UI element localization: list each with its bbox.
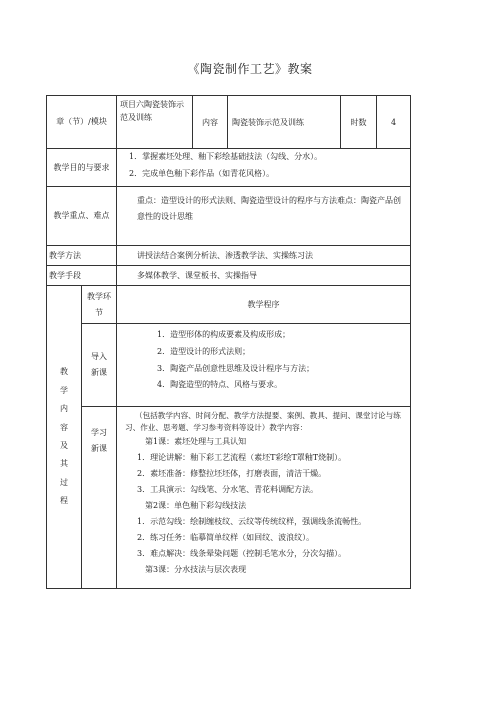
methods-text: 讲授法结合案例分析法、渗透教学法、实操练习法 bbox=[117, 246, 411, 266]
chapter-label: 章（节）/模块 bbox=[47, 96, 117, 149]
intro-item: 3．陶瓷产品创意性思维及设计程序与方法； bbox=[157, 363, 315, 373]
methods-label: 教学方法 bbox=[47, 246, 117, 266]
objective-item: 2．完成单色釉下彩作品（如青花风格）。 bbox=[129, 168, 275, 178]
lesson-heading: 第2课：单色釉下彩勾线技法 bbox=[145, 501, 247, 511]
study-label: 学习新课 bbox=[82, 407, 117, 589]
key-points-row bbox=[47, 187, 411, 246]
intro-row bbox=[47, 324, 411, 407]
study-row bbox=[47, 407, 411, 589]
document-title: 《陶瓷制作工艺》教案 bbox=[187, 62, 313, 76]
lesson-line: 3．工具演示：勾线笔、分水笔、青花料调配方法。 bbox=[137, 485, 319, 495]
stage-header: 教学环节 bbox=[82, 286, 117, 324]
lesson-heading: 第1课：素坯处理与工具认知 bbox=[145, 437, 247, 447]
content-value: 陶瓷装饰示范及训练 bbox=[228, 96, 341, 149]
means-label: 教学手段 bbox=[47, 266, 117, 286]
objectives-row bbox=[47, 149, 411, 187]
lesson-line: 1．理论讲解：釉下彩工艺流程（素坯T彩绘T罩釉T烧制）。 bbox=[137, 453, 347, 463]
means-row bbox=[47, 266, 411, 286]
study-content bbox=[117, 407, 411, 589]
hours-label: 时数 bbox=[341, 96, 377, 149]
lesson-line: 3．难点解决：线条晕染问题（控制毛笔水分，分次勾描）。 bbox=[137, 549, 347, 559]
intro-item: 1．造型形体的构成要素及构成形成； bbox=[157, 330, 291, 339]
lesson-line: 1．示范勾线：绘制缠枝纹、云纹等传统纹样，强调线条流畅性。 bbox=[137, 517, 367, 527]
objectives-list bbox=[117, 149, 411, 187]
process-side-text: 教学内容及其过程 bbox=[60, 367, 68, 506]
procedure-header: 教学程序 bbox=[117, 286, 411, 324]
intro-item: 2．造型设计的形式法则； bbox=[157, 346, 251, 356]
lesson-line: 2．素坯准备：修整拉坯坯体，打磨表面，清洁干燥。 bbox=[137, 469, 327, 479]
lesson-heading: 第3课：分水技法与层次表现 bbox=[145, 565, 247, 575]
chapter-row bbox=[47, 96, 411, 149]
objective-item: 1．掌握素坯处理、釉下彩绘基础技法（勾线、分水）。 bbox=[129, 152, 323, 161]
process-side-label bbox=[47, 286, 82, 589]
lesson-line: 2．练习任务：临摹简单纹样（如回纹、波浪纹）。 bbox=[137, 533, 315, 543]
key-points-text: 重点：造型设计的形式法则、陶瓷造型设计的程序与方法难点：陶瓷产品创意性的设计思维 bbox=[117, 187, 411, 246]
methods-row bbox=[47, 246, 411, 266]
intro-label: 导入新课 bbox=[82, 324, 117, 407]
intro-list bbox=[117, 324, 411, 407]
chapter-value: 项目六陶瓷装饰示范及训练 bbox=[117, 96, 193, 149]
process-header-row bbox=[47, 286, 411, 324]
objectives-label: 教学目的与要求 bbox=[47, 149, 117, 187]
intro-item: 4．陶瓷造型的特点、风格与要求。 bbox=[157, 380, 283, 390]
content-label: 内容 bbox=[193, 96, 228, 149]
means-text: 多媒体教学、课堂板书、实操指导 bbox=[117, 266, 411, 286]
hours-value: 4 bbox=[377, 96, 411, 149]
key-points-label: 教学重点、难点 bbox=[47, 187, 117, 246]
lesson-plan-table bbox=[46, 95, 411, 589]
study-note: （包括教学内容、时间分配、教学方法提要、案例、教具、提问、课堂讨论与练习、作业、思考题、学习参考资料等设计）教学内容： bbox=[125, 411, 401, 433]
